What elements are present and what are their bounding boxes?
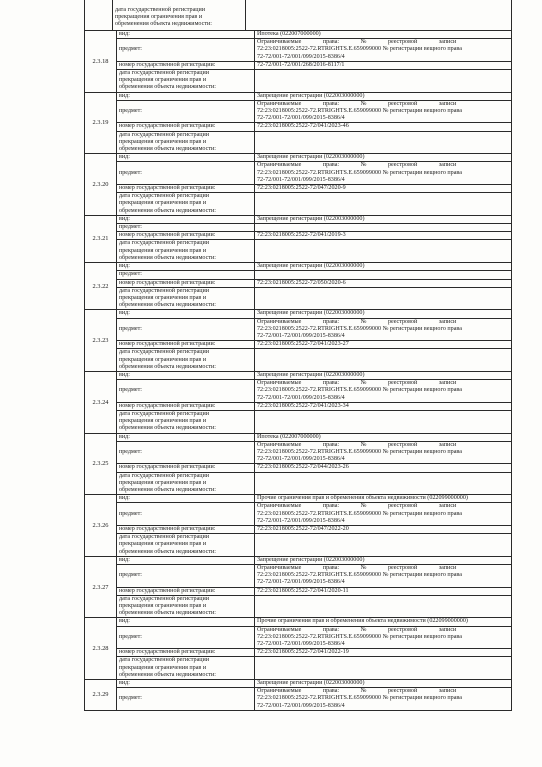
record-row [85,626,512,649]
termination-date-label-line: дата государственной регистрации [119,193,210,200]
type-value: Ипотека (022007000000) [255,433,512,441]
record-row [85,310,512,318]
type-value: Ипотека (022007000000) [255,31,512,39]
termination-date-value [255,410,512,433]
termination-date-label-line: обременения объекта недвижимости: [119,146,216,153]
record-row [85,240,512,263]
type-label: вид: [117,154,255,162]
record-row [85,271,512,279]
record-row [85,70,512,93]
registration-number-label: номер государственной регистрации: [117,526,255,534]
type-label: вид: [117,680,255,688]
termination-date-label [117,657,255,680]
termination-date-label [117,70,255,93]
registration-number-label: номер государственной регистрации: [117,341,255,349]
subject-line: 72-72/001-72/001/099/2015-8386/4 [257,579,345,586]
record-row [85,556,512,564]
registration-number-label: номер государственной регистрации: [117,61,255,69]
registration-number-label: номер государственной регистрации: [117,185,255,193]
record-row [85,587,512,595]
termination-date-label-line: дата государственной регистрации [119,534,210,541]
termination-date-label-line: обременения объекта недвижимости: [119,610,216,617]
subject-line: 72:23:0218005:2522-72.RTRIGHTS.E.659099000 № регистрации вещного права [257,169,462,176]
registration-number-value: 72:23:0218005:2522-72/047/2020-9 [255,185,512,193]
subject-value [255,162,512,185]
termination-date-label [117,534,255,557]
type-value: Запрещение регистрации (022003000000) [255,154,512,162]
termination-date-label-line: обременения объекта недвижимости: [119,207,216,214]
subject-label: предмет: [117,380,255,403]
termination-date-label-line: прекращения ограничения прав и [119,541,207,548]
registration-number-value: 72:23:0218005:2522-72/041/2023-34 [255,402,512,410]
termination-date-label-line: обременения объекта недвижимости: [119,425,216,432]
termination-date-label-line: дата государственной регистрации [119,131,210,138]
termination-date-label-line: прекращения ограничения прав и [119,603,207,610]
termination-date-label [117,595,255,618]
subject-label: предмет: [117,565,255,588]
termination-date-label-line: прекращения ограничения прав и [119,418,207,425]
termination-date-label-line: дата государственной регистрации [119,240,210,247]
subject-line: 72-72/001-72/001/099/2015-8386/4 [257,176,345,183]
termination-date-label-line: обременения объекта недвижимости: [119,302,216,309]
registration-number-label: номер государственной регистрации: [117,402,255,410]
termination-date-label-line: дата государственной регистрации [119,657,210,664]
record-row [85,472,512,495]
type-label: вид: [117,371,255,379]
subject-line: 72:23:0218005:2522-72.RTRIGHTS.E.659099000 № регистрации вещного права [257,387,462,394]
record-row [85,565,512,588]
record-row [85,380,512,403]
record-row [85,657,512,680]
subject-value [255,224,512,232]
registration-number-label: номер государственной регистрации: [117,587,255,595]
record-number: 2.3.25 [85,433,117,495]
record-row [85,224,512,232]
type-label: вид: [117,556,255,564]
subject-label: предмет: [117,224,255,232]
head-row-label: дата государственной регистрации прекращения ограничения прав и обременения объекта недвижимости: [115,7,212,28]
record-row [85,618,512,626]
subject-value [255,380,512,403]
type-value: Запрещение регистрации (022003000000) [255,310,512,318]
subject-line: 72:23:0218005:2522-72.RTRIGHTS.E.659099000 № регистрации вещного права [257,633,462,640]
subject-value [255,441,512,464]
subject-line: Ограничиваемые права: № реестровой записи [257,626,457,633]
subject-line: Ограничиваемые права: № реестровой записи [257,39,457,46]
registration-number-value: 72:23:0218005:2522-72/041/2023-27 [255,341,512,349]
record-number: 2.3.27 [85,556,117,618]
termination-date-value [255,657,512,680]
subject-value [255,626,512,649]
type-value: Запрещение регистрации (022003000000) [255,371,512,379]
subject-line: Ограничиваемые права: № реестровой записи [257,688,457,695]
termination-date-value [255,131,512,154]
subject-line: Ограничиваемые права: № реестровой записи [257,503,457,510]
record-number: 2.3.22 [85,263,117,310]
record-row [85,441,512,464]
termination-date-label-line: дата государственной регистрации [119,349,210,356]
record-row [85,595,512,618]
subject-value [255,565,512,588]
subject-line: 72:23:0218005:2522-72.RTRIGHTS.E.659099000 № регистрации вещного права [257,46,462,53]
subject-line: 72-72/001-72/001/099/2015-8386/4 [257,641,345,648]
subject-line: 72-72/001-72/001/099/2015-8386/4 [257,332,345,339]
record-row [85,185,512,193]
registration-number-label: номер государственной регистрации: [117,123,255,131]
record-row [85,162,512,185]
termination-date-label-line: обременения объекта недвижимости: [119,84,216,91]
type-label: вид: [117,215,255,223]
registration-number-value: 72:23:0218005:2522-72/041/2020-11 [255,587,512,595]
termination-date-label-line: дата государственной регистрации [119,287,210,294]
encumbrance-table [84,30,512,711]
termination-date-value [255,472,512,495]
termination-date-label [117,410,255,433]
termination-date-label-line: обременения объекта недвижимости: [119,486,216,493]
record-row [85,215,512,223]
record-row [85,371,512,379]
record-number: 2.3.18 [85,31,117,93]
record-row [85,495,512,503]
registration-number-value: 72:23:0218005:2522-72/044/2023-26 [255,464,512,472]
type-value: Запрещение регистрации (022003000000) [255,680,512,688]
record-row [85,279,512,287]
record-row [85,263,512,271]
termination-date-value [255,193,512,216]
termination-date-label-line: дата государственной регистрации [119,472,210,479]
registration-number-value: 72:23:0218005:2522-72/041/2022-19 [255,649,512,657]
type-label: вид: [117,495,255,503]
termination-date-value [255,595,512,618]
termination-date-label-line: прекращения ограничения прав и [119,294,207,301]
subject-line: 72:23:0218005:2522-72.RTRIGHTS.E.659099000 № регистрации вещного права [257,108,462,115]
record-row [85,154,512,162]
type-value: Запрещение регистрации (022003000000) [255,92,512,100]
subject-value [255,271,512,279]
termination-date-value [255,287,512,310]
subject-label: предмет: [117,626,255,649]
registration-number-value: 72:23:0218005:2522-72/050/2020-6 [255,279,512,287]
record-row [85,534,512,557]
record-number: 2.3.21 [85,215,117,262]
termination-date-value [255,349,512,372]
record-row [85,464,512,472]
record-row [85,100,512,123]
type-value: Запрещение регистрации (022003000000) [255,556,512,564]
termination-date-label-line: обременения объекта недвижимости: [119,671,216,678]
record-number: 2.3.20 [85,154,117,216]
termination-date-label-line: прекращения ограничения прав и [119,200,207,207]
registration-number-value: 72:23:0218005:2522-72/041/2023-46 [255,123,512,131]
termination-date-label-line: прекращения ограничения прав и [119,479,207,486]
subject-line: 72:23:0218005:2522-72.RTRIGHTS.E.659099000 № регистрации вещного права [257,510,462,517]
record-number: 2.3.24 [85,371,117,433]
subject-line: 72-72/001-72/001/099/2015-8386/4 [257,53,345,60]
record-row [85,193,512,216]
subject-line: 72-72/001-72/001/099/2015-8386/4 [257,394,345,401]
record-number: 2.3.29 [85,680,117,711]
subject-line: 72-72/001-72/001/099/2015-8386/4 [257,517,345,524]
subject-label: предмет: [117,441,255,464]
termination-date-label [117,240,255,263]
record-row [85,688,512,711]
record-row [85,287,512,310]
termination-date-label-line: прекращения ограничения прав и [119,356,207,363]
registration-number-label: номер государственной регистрации: [117,649,255,657]
registration-number-label: номер государственной регистрации: [117,464,255,472]
termination-date-label-line: прекращения ограничения прав и [119,77,207,84]
termination-date-label-line: дата государственной регистрации [119,70,210,77]
subject-line: 72:23:0218005:2522-72.RTRIGHTS.E.659099000 № регистрации вещного права [257,695,462,702]
record-row [85,318,512,341]
subject-line: Ограничиваемые права: № реестровой записи [257,318,457,325]
previous-row-continuation [84,0,512,30]
registration-number-value: 72:23:0218005:2522-72/047/2022-20 [255,526,512,534]
record-row [85,232,512,240]
subject-value [255,100,512,123]
subject-line: 72-72/001-72/001/099/2015-8386/4 [257,115,345,122]
termination-date-label-line: обременения объекта недвижимости: [119,254,216,261]
record-row [85,31,512,39]
subject-value [255,39,512,62]
termination-date-label [117,193,255,216]
subject-line: 72-72/001-72/001/099/2015-8386/4 [257,456,345,463]
record-row [85,649,512,657]
termination-date-label-line: прекращения ограничения прав и [119,138,207,145]
subject-line: 72:23:0218005:2522-72.RTRIGHTS.E.659099000 № регистрации вещного права [257,448,462,455]
type-label: вид: [117,433,255,441]
record-row [85,131,512,154]
termination-date-label [117,349,255,372]
termination-date-value [255,70,512,93]
termination-date-label [117,287,255,310]
registration-number-label: номер государственной регистрации: [117,232,255,240]
subject-label: предмет: [117,39,255,62]
record-row [85,349,512,372]
type-value: Прочие ограничения прав и обременения объекта недвижимости (022099000000) [255,495,512,503]
subject-label: предмет: [117,100,255,123]
registration-number-value: 72-72/001-72/001/268/2016-8117/1 [255,61,512,69]
subject-label: предмет: [117,503,255,526]
subject-value [255,688,512,711]
type-label: вид: [117,31,255,39]
record-row [85,410,512,433]
subject-line: Ограничиваемые права: № реестровой записи [257,162,457,169]
subject-label: предмет: [117,688,255,711]
subject-value [255,318,512,341]
termination-date-value [255,534,512,557]
type-value: Запрещение регистрации (022003000000) [255,263,512,271]
type-value: Запрещение регистрации (022003000000) [255,215,512,223]
record-row [85,92,512,100]
type-value: Прочие ограничения прав и обременения объекта недвижимости (022099000000) [255,618,512,626]
termination-date-value [255,240,512,263]
termination-date-label-line: прекращения ограничения прав и [119,664,207,671]
type-label: вид: [117,263,255,271]
record-row [85,680,512,688]
record-row [85,526,512,534]
registration-number-label: номер государственной регистрации: [117,279,255,287]
type-label: вид: [117,618,255,626]
subject-line: 72:23:0218005:2522-72.RTRIGHTS.E.659099000 № регистрации вещного права [257,572,462,579]
termination-date-label [117,131,255,154]
registration-number-value: 72:23:0218005:2522-72/041/2019-3 [255,232,512,240]
termination-date-label-line: дата государственной регистрации [119,410,210,417]
subject-line: Ограничиваемые права: № реестровой записи [257,380,457,387]
record-number: 2.3.19 [85,92,117,154]
termination-date-label-line: обременения объекта недвижимости: [119,548,216,555]
record-number: 2.3.28 [85,618,117,680]
subject-label: предмет: [117,318,255,341]
subject-label: предмет: [117,162,255,185]
termination-date-label-line: обременения объекта недвижимости: [119,363,216,370]
subject-line: 72-72/001-72/001/099/2015-8386/4 [257,702,345,709]
record-number: 2.3.26 [85,495,117,557]
termination-date-label-line: дата государственной регистрации [119,595,210,602]
record-row [85,341,512,349]
type-label: вид: [117,310,255,318]
subject-line: Ограничиваемые права: № реестровой записи [257,565,457,572]
record-row [85,433,512,441]
subject-line: Ограничиваемые права: № реестровой записи [257,100,457,107]
record-number: 2.3.23 [85,310,117,372]
record-row [85,39,512,62]
type-label: вид: [117,92,255,100]
subject-label: предмет: [117,271,255,279]
subject-value [255,503,512,526]
subject-line: Ограничиваемые права: № реестровой записи [257,441,457,448]
termination-date-label [117,472,255,495]
record-row [85,123,512,131]
record-row [85,402,512,410]
subject-line: 72:23:0218005:2522-72.RTRIGHTS.E.659099000 № регистрации вещного права [257,325,462,332]
termination-date-label-line: прекращения ограничения прав и [119,247,207,254]
record-row [85,503,512,526]
record-row [85,61,512,69]
